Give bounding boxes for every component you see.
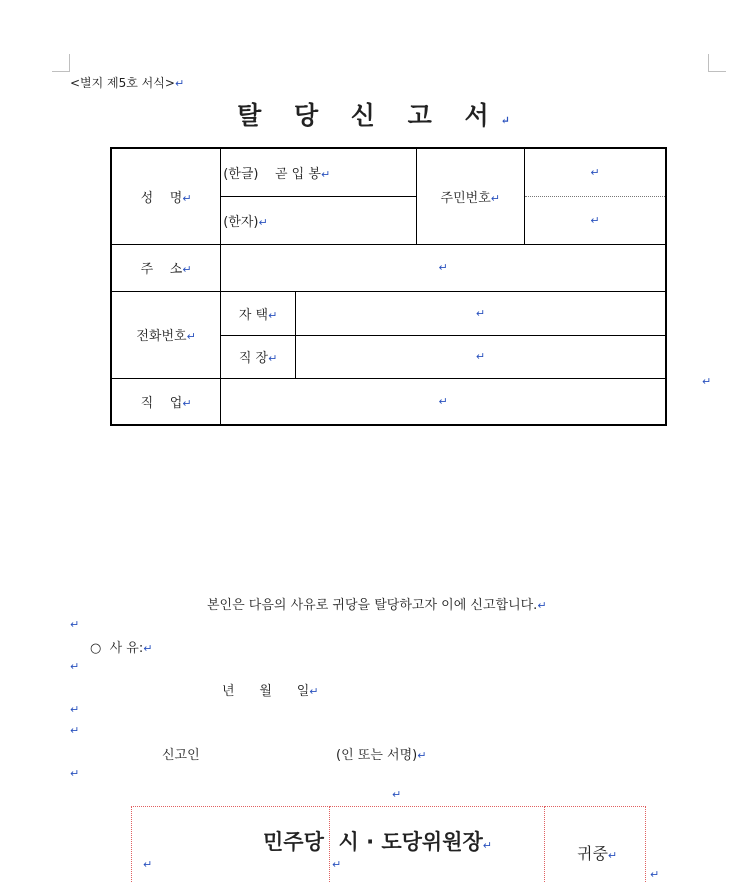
- rrn-back-cell[interactable]: [525, 196, 666, 244]
- return-mark-icon: ↵: [143, 642, 153, 655]
- work-phone-value-cell[interactable]: [296, 335, 667, 378]
- return-mark-icon: ↵: [702, 375, 712, 388]
- rrn-front-cell[interactable]: [525, 148, 666, 196]
- honorific-label: 귀중↵: [577, 844, 618, 863]
- seal-or-signature-label[interactable]: (인 또는 서명)↵: [336, 748, 427, 763]
- page-corner-top-left: [52, 54, 70, 72]
- return-mark-icon: ↵: [490, 191, 500, 205]
- return-mark-icon: ↵: [537, 599, 547, 612]
- document-title: 탈 당 신 고 서↵: [237, 101, 510, 130]
- return-mark-icon: ↵: [332, 858, 342, 871]
- return-mark-icon: ↵: [182, 396, 192, 410]
- hangul-label: (한글): [223, 166, 259, 182]
- return-mark-icon: ↵: [309, 685, 319, 698]
- return-mark-icon: ↵: [320, 167, 331, 181]
- return-mark-icon: ↵: [500, 114, 510, 127]
- return-mark-icon: ↵: [650, 868, 660, 881]
- return-mark-icon: ↵: [417, 749, 427, 762]
- date-line[interactable]: 년 월 일↵: [222, 684, 319, 699]
- return-mark-icon: ↵: [438, 261, 448, 274]
- return-mark-icon: ↵: [70, 660, 80, 673]
- home-phone-value-cell[interactable]: [296, 291, 667, 335]
- return-mark-icon: ↵: [186, 330, 196, 343]
- return-mark-icon: ↵: [268, 308, 278, 322]
- return-mark-icon: ↵: [590, 165, 600, 179]
- return-mark-icon: ↵: [70, 724, 80, 737]
- home-phone-label-cell: 자 택↵: [221, 291, 296, 335]
- reason-line[interactable]: ○ 사 유:↵: [90, 641, 153, 656]
- return-mark-icon: ↵: [475, 306, 486, 320]
- return-mark-icon: ↵: [182, 191, 192, 205]
- return-mark-icon: ↵: [607, 849, 618, 862]
- return-mark-icon: ↵: [392, 788, 402, 801]
- return-mark-icon: ↵: [268, 352, 278, 365]
- return-mark-icon: ↵: [182, 263, 192, 276]
- job-label-cell: 직 업↵: [111, 378, 221, 425]
- applicant-info-table: [110, 147, 667, 426]
- return-mark-icon: ↵: [482, 839, 493, 852]
- hangul-name-cell[interactable]: [221, 148, 416, 196]
- recipient-title: 민주당 시 · 도당위원장↵: [263, 830, 493, 854]
- address-label-cell: 주 소↵: [111, 244, 221, 291]
- statement-text: 본인은 다음의 사유로 귀당을 탈당하고자 이에 신고합니다.↵: [207, 598, 547, 613]
- job-value-cell[interactable]: [221, 378, 666, 425]
- return-mark-icon: ↵: [590, 213, 600, 227]
- work-phone-label-cell: 직 장↵: [221, 335, 296, 378]
- return-mark-icon: ↵: [70, 618, 80, 631]
- hanja-label: (한자): [223, 214, 259, 230]
- name-label-cell: 성 명↵: [111, 148, 221, 244]
- hanja-name-cell[interactable]: [221, 196, 416, 244]
- reporter-label: 신고인: [162, 748, 200, 763]
- page-corner-top-right: [708, 54, 726, 72]
- form-number-label: <별지 제5호 서식>↵: [70, 76, 185, 90]
- return-mark-icon: ↵: [174, 77, 185, 90]
- phone-label-cell: 전화번호↵: [111, 291, 221, 378]
- hangul-name-value: 곧 입 봉: [274, 166, 321, 182]
- return-mark-icon: ↵: [70, 767, 80, 780]
- return-mark-icon: ↵: [438, 394, 448, 408]
- return-mark-icon: ↵: [70, 703, 80, 716]
- address-value-cell[interactable]: [221, 244, 666, 291]
- return-mark-icon: ↵: [143, 858, 153, 871]
- rrn-label-cell: 주민번호↵: [416, 148, 525, 244]
- return-mark-icon: ↵: [475, 350, 486, 363]
- return-mark-icon: ↵: [258, 215, 268, 229]
